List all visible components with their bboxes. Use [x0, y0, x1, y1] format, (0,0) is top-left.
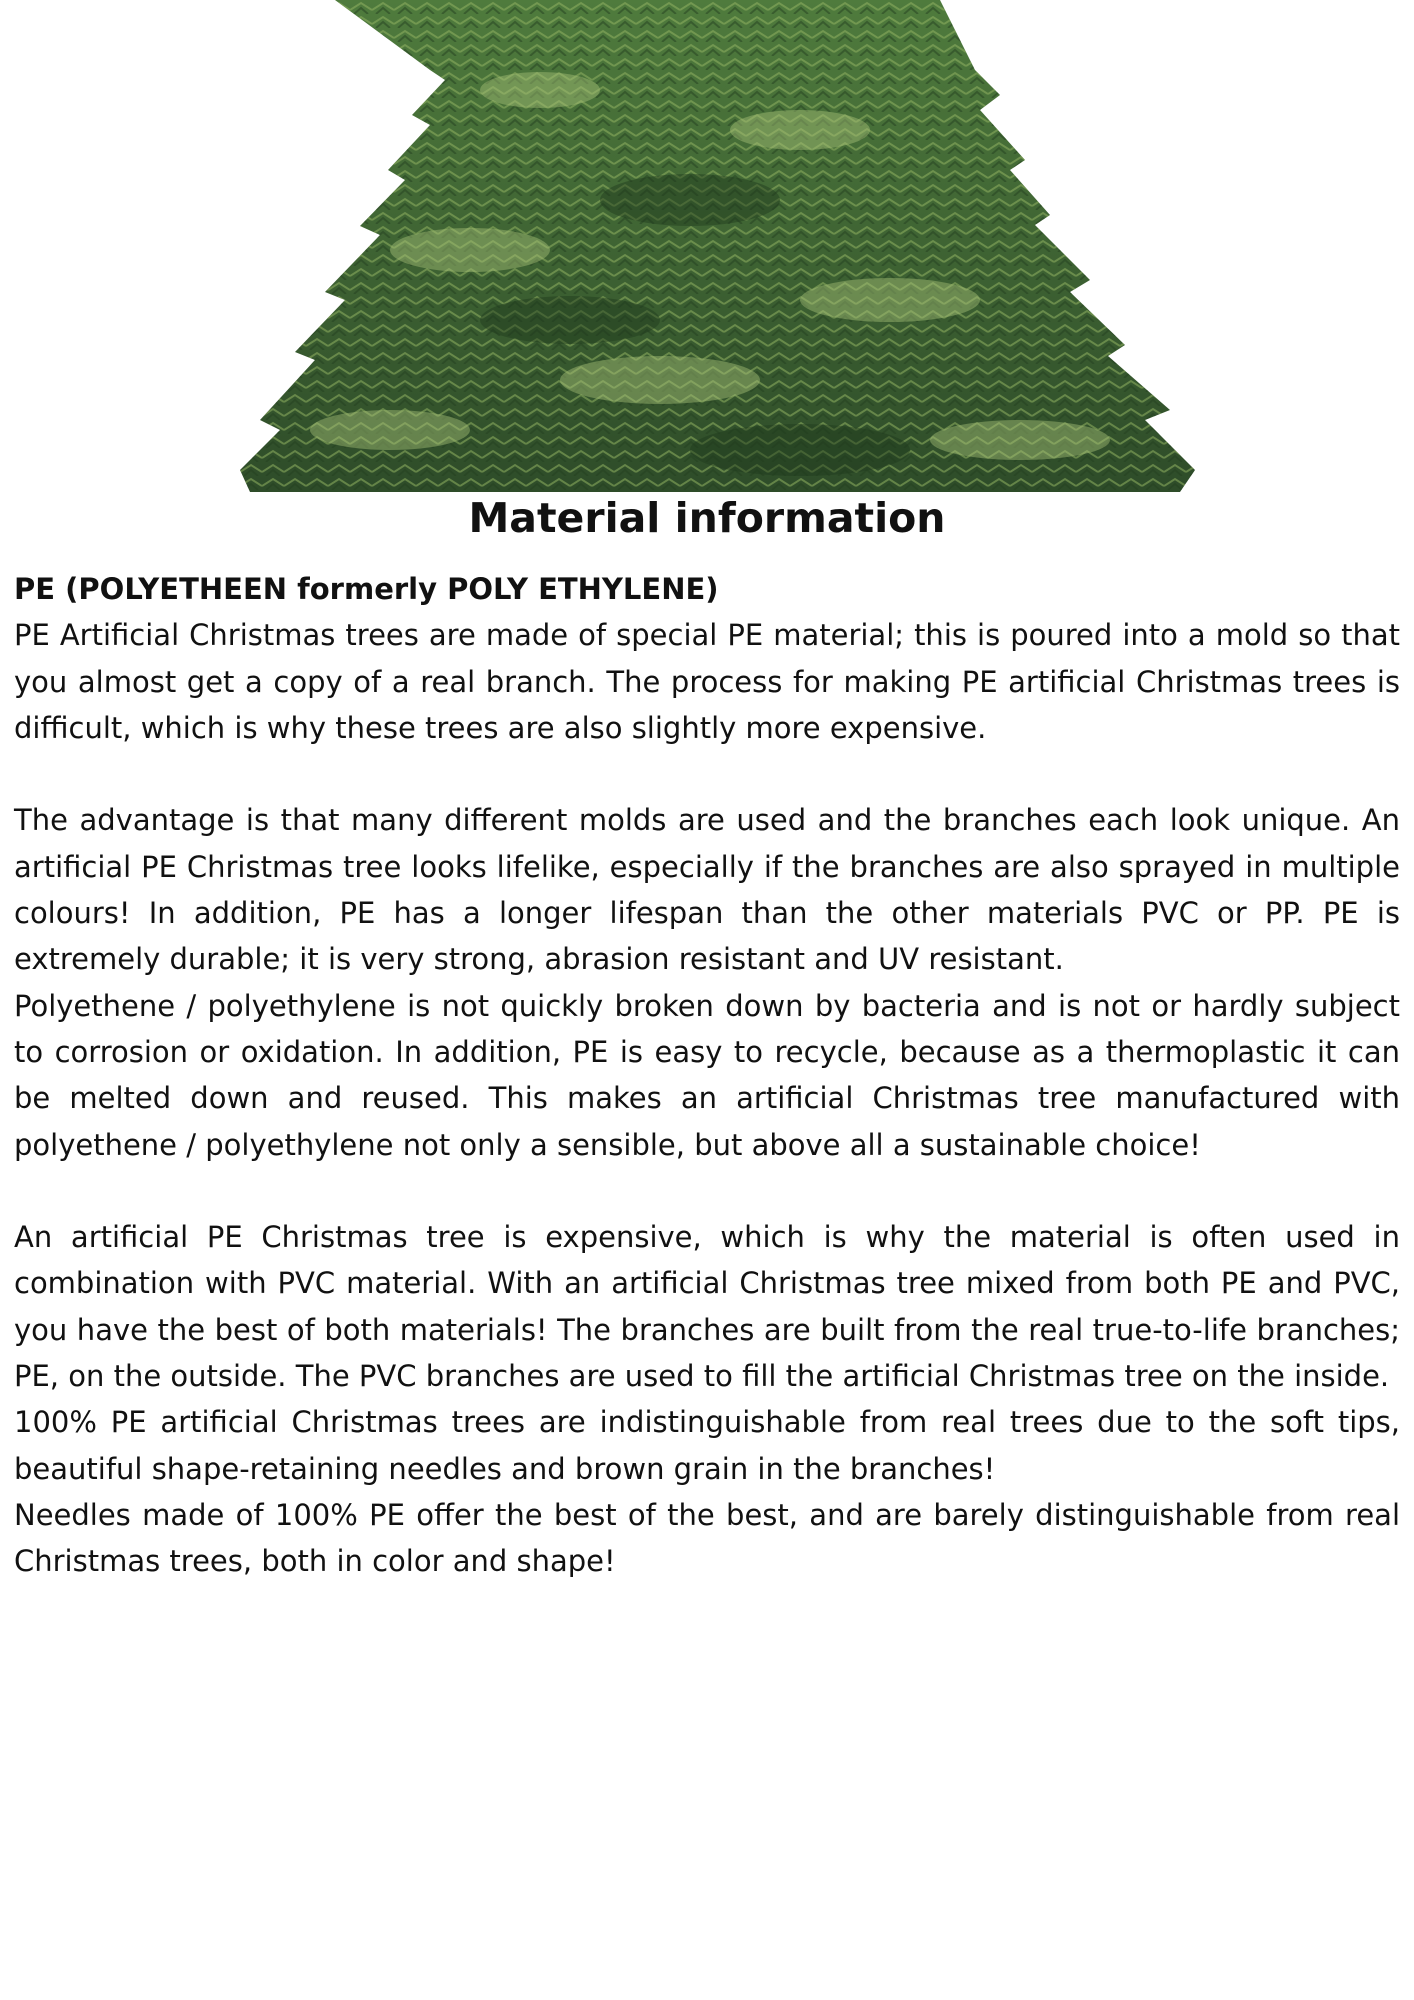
paragraph: Polyethene / polyethylene is not quickly broken down by bacteria and is not or hardly subject to corrosion or oxidation. In addition, PE is easy to recycle, because as a thermoplastic it can be melted down and reused. This makes an artificial Christmas tree manufactured with polyethene / polyethylene not only a sensible, but above all a sustainable choice! [14, 988, 1400, 1162]
document-body [14, 566, 1400, 1585]
page-title: Material information [468, 494, 946, 542]
paragraph: PE Artificial Christmas trees are made of special PE material; this is poured into a mold so that you almost get a copy of a real branch. The process for making PE artificial Christmas trees is difficult, which is why these trees are also slightly more expensive. [14, 618, 1400, 745]
christmas-tree-photo-icon [240, 0, 1230, 492]
paragraph-gap [14, 751, 1400, 797]
paragraph: Needles made of 100% PE offer the best of the best, and are barely distinguishable from real Christmas trees, both in color and shape! [14, 1497, 1400, 1579]
paragraph: The advantage is that many different molds are used and the branches each look unique. An artificial PE Christmas tree looks lifelike, especially if the branches are also sprayed in multiple colours! In addition, PE has a longer lifespan than the other materials PVC or PP. PE is extremely durable; it is very strong, abrasion resistant and UV resistant. [14, 803, 1400, 977]
paragraph-gap [14, 1168, 1400, 1214]
paragraph: 100% PE artificial Christmas trees are indistinguishable from real trees due to the soft tips, beautiful shape-retaining needles and brown grain in the branches! [14, 1405, 1400, 1486]
paragraph: An artificial PE Christmas tree is expensive, which is why the material is often used in combination with PVC material. With an artificial Christmas tree mixed from both PE and PVC, you have the best of both materials! The branches are built from the real true-to-life branches; PE, on the outside. The PVC branches are used to fill the artificial Christmas tree on the inside. [14, 1220, 1400, 1394]
hero-image [240, 0, 1230, 492]
section-heading: PE (POLYETHEEN formerly POLY ETHYLENE) [14, 572, 719, 606]
